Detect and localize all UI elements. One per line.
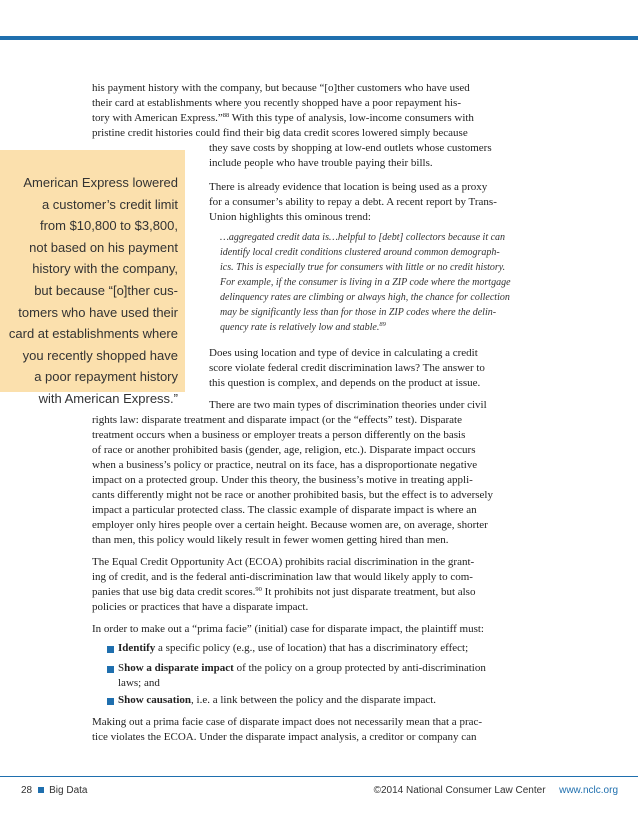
paragraph-1-line-5: they save costs by shopping at low-end outlets whose customers bbox=[209, 142, 492, 154]
bullet-marker bbox=[107, 666, 114, 673]
callout-line: but because “[o]ther cus- bbox=[34, 282, 178, 298]
pull-quote-callout bbox=[0, 150, 185, 406]
paragraph-5-line-2: ing of credit, and is the federal anti-discrimination law that would likely apply to com- bbox=[92, 571, 473, 583]
paragraph-4-line-9: employer only hires people over a certain height. Because women are, on average, shorter bbox=[92, 519, 488, 531]
footer-copyright: ©2014 National Consumer Law Center bbox=[373, 785, 546, 796]
paragraph-4-line-2: rights law: disparate treatment and disparate impact (or the “effects” test). Disparate bbox=[92, 414, 462, 426]
footer-left bbox=[21, 785, 87, 797]
footer-section: Big Data bbox=[49, 785, 88, 796]
page-number: 28 bbox=[21, 785, 33, 796]
paragraph-2-line-2: for a consumer’s ability to repay a debt. A recent report by Trans- bbox=[209, 196, 497, 208]
bullet-1: Identify a specific policy (e.g., use of location) that has a discriminatory effect; bbox=[118, 642, 469, 654]
bullet-marker bbox=[107, 698, 114, 705]
paragraph-4-line-5: when a business’s policy or practice, neutral on its face, has a disproportionate negative bbox=[92, 459, 478, 471]
paragraph-5-line-4: policies or practices that have a disparate impact. bbox=[92, 601, 309, 613]
block-quote-line-7: quency rate is relatively low and stable.$^{89}$ bbox=[220, 321, 386, 333]
paragraph-5-line-1: The Equal Credit Opportunity Act (ECOA) prohibits racial discrimination in the grant- bbox=[92, 556, 475, 568]
paragraph-4-line-4: of race or another prohibited basis (gender, age, religion, etc.). Disparate impact occurs bbox=[92, 444, 476, 456]
paragraph-4-line-7: cants differently might not be race or another prohibited basis, but the effect is to adversely bbox=[92, 489, 493, 501]
paragraph-4-line-6: impact on a protected group. Under this theory, the business’s motive in treating appli- bbox=[92, 474, 473, 486]
block-quote-line-3: ics. This is especially true for consumers with little or no credit history. bbox=[220, 262, 506, 273]
paragraph-3-line-1: Does using location and type of device in calculating a credit bbox=[209, 347, 478, 359]
paragraph-1-line-3: tory with American Express.”$^{88}$ With this type of analysis, low-income consumers with bbox=[92, 112, 474, 124]
top-accent-bar bbox=[0, 36, 638, 40]
bullet-2-line-1: Show a disparate impact of the policy on a group protected by anti-discrimination bbox=[118, 662, 486, 674]
paragraph-4-line-8: impact a particular protected class. The classic example of disparate impact is where an bbox=[92, 504, 477, 516]
bullet-marker bbox=[107, 646, 114, 653]
footer-divider bbox=[0, 776, 638, 777]
paragraph-1-line-4: pristine credit histories could find their big data credit scores lowered simply because bbox=[92, 127, 468, 139]
paragraph-4-line-3: treatment occurs when a business or employer treats a person differently on the basis bbox=[92, 429, 466, 441]
callout-line: a poor repayment history bbox=[34, 369, 178, 385]
bullet-3: Show causation, i.e. a link between the policy and the disparate impact. bbox=[118, 694, 437, 706]
callout-line: a customer’s credit limit bbox=[41, 196, 178, 212]
paragraph-1-line-2: their card at establishments where you recently shopped have a poor repayment his- bbox=[92, 97, 461, 109]
paragraph-7-line-1: Making out a prima facie case of disparate impact does not necessarily mean that a prac- bbox=[92, 716, 483, 728]
footer-url-link[interactable]: www.nclc.org bbox=[559, 785, 618, 796]
callout-line: tomers who have used their bbox=[18, 304, 178, 320]
callout-line: from $10,800 to $3,800, bbox=[39, 218, 178, 234]
callout-line: with American Express.” bbox=[38, 390, 178, 406]
footnote-ref-89: 89 bbox=[379, 321, 386, 328]
paragraph-4-line-1: There are two main types of discrimination theories under civil bbox=[209, 399, 487, 411]
paragraph-6-line-1: In order to make out a “prima facie” (initial) case for disparate impact, the plaintiff must: bbox=[92, 623, 484, 635]
callout-line: American Express lowered bbox=[23, 175, 178, 190]
paragraph-2-line-3: Union highlights this ominous trend: bbox=[209, 211, 371, 223]
footer-right bbox=[374, 785, 618, 797]
callout-line: history with the company, bbox=[32, 261, 178, 277]
footnote-ref-88: 88 bbox=[222, 112, 230, 119]
paragraph-1-line-6: include people who have trouble paying their bills. bbox=[209, 157, 433, 169]
footer-square-icon bbox=[38, 787, 44, 793]
block-quote-line-6: may be significantly less than for those in ZIP codes where the delin- bbox=[220, 307, 497, 318]
paragraph-1-line-1: his payment history with the company, but because “[o]ther customers who have used bbox=[92, 82, 470, 94]
callout-line: card at establishments where bbox=[8, 326, 178, 342]
footnote-ref-90: 90 bbox=[255, 586, 262, 593]
paragraph-3-line-2: score violate federal credit discrimination laws? The answer to bbox=[209, 362, 485, 374]
block-quote-line-5: delinquency rates are climbing or always high, the chance for collection bbox=[220, 292, 510, 303]
bullet-2-line-2: laws; and bbox=[118, 677, 160, 689]
paragraph-3-line-3: this question is complex, and depends on the product at issue. bbox=[209, 377, 481, 389]
paragraph-4-line-10: than men, this policy would likely result in fewer women getting hired than men. bbox=[92, 534, 449, 546]
block-quote-line-1: …aggregated credit data is…helpful to [debt] collectors because it can bbox=[220, 232, 506, 243]
callout-line: not based on his payment bbox=[29, 239, 178, 255]
block-quote-line-4: For example, if the consumer is living in a ZIP code where the mortgage bbox=[220, 277, 511, 288]
callout-line: you recently shopped have bbox=[22, 347, 178, 363]
paragraph-2-line-1: There is already evidence that location is being used as a proxy bbox=[209, 181, 488, 193]
paragraph-5-line-3: panies that use big data credit scores.$^{90}$ It prohibits not just disparate treatment, but also bbox=[92, 586, 476, 598]
paragraph-7-line-2: tice violates the ECOA. Under the disparate impact analysis, a creditor or company can bbox=[92, 731, 477, 743]
block-quote-line-2: identify local credit conditions clustered around common demograph- bbox=[220, 247, 500, 258]
